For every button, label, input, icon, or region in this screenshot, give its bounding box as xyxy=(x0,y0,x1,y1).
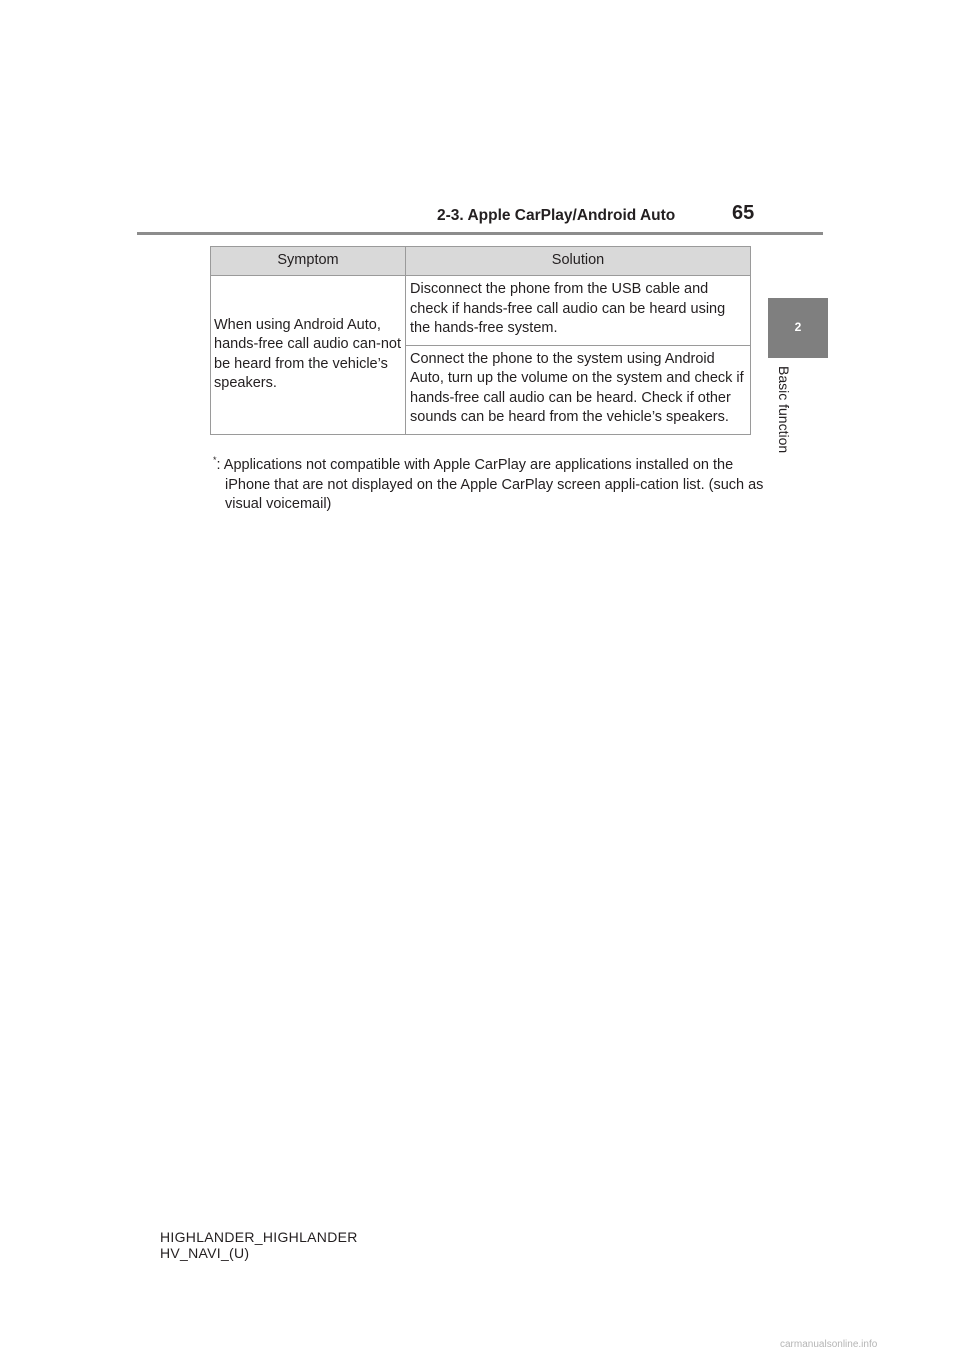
troubleshooting-table xyxy=(210,246,751,435)
chapter-tab xyxy=(768,298,828,358)
footer-line-2: HV_NAVI_(U) xyxy=(160,1245,250,1261)
footnote xyxy=(213,456,765,515)
footnote-marker: * xyxy=(213,455,217,465)
table-row xyxy=(211,276,751,346)
footnote-text: : Applications not compatible with Apple CarPlay are applications installed on the iPhone that are not displayed on the Apple CarPlay screen appli-cation list. (such as visual voicemail) xyxy=(216,457,764,512)
watermark: carmanualsonline.info xyxy=(780,1339,878,1350)
symptom-cell: When using Android Auto, hands-free call audio can-not be heard from the vehicle’s speakers. xyxy=(211,276,406,435)
page-number: 65 xyxy=(732,202,755,224)
table-header-row xyxy=(211,247,751,276)
header-rule xyxy=(137,232,823,235)
section-title: 2-3. Apple CarPlay/Android Auto xyxy=(437,207,676,224)
solution-cell: Disconnect the phone from the USB cable and check if hands-free call audio can be heard using the hands-free system. xyxy=(406,276,751,346)
chapter-label: Basic function xyxy=(776,366,792,454)
footer-model-code xyxy=(160,1229,358,1261)
footer-line-1: HIGHLANDER_HIGHLANDER xyxy=(160,1229,358,1245)
header-solution: Solution xyxy=(406,247,751,276)
solution-cell: Connect the phone to the system using Android Auto, turn up the volume on the system and check if hands-free call audio can be heard. Check if other sounds can be heard from the vehicle’s speakers. xyxy=(406,345,751,434)
header-symptom: Symptom xyxy=(211,247,406,276)
chapter-number: 2 xyxy=(794,320,802,334)
